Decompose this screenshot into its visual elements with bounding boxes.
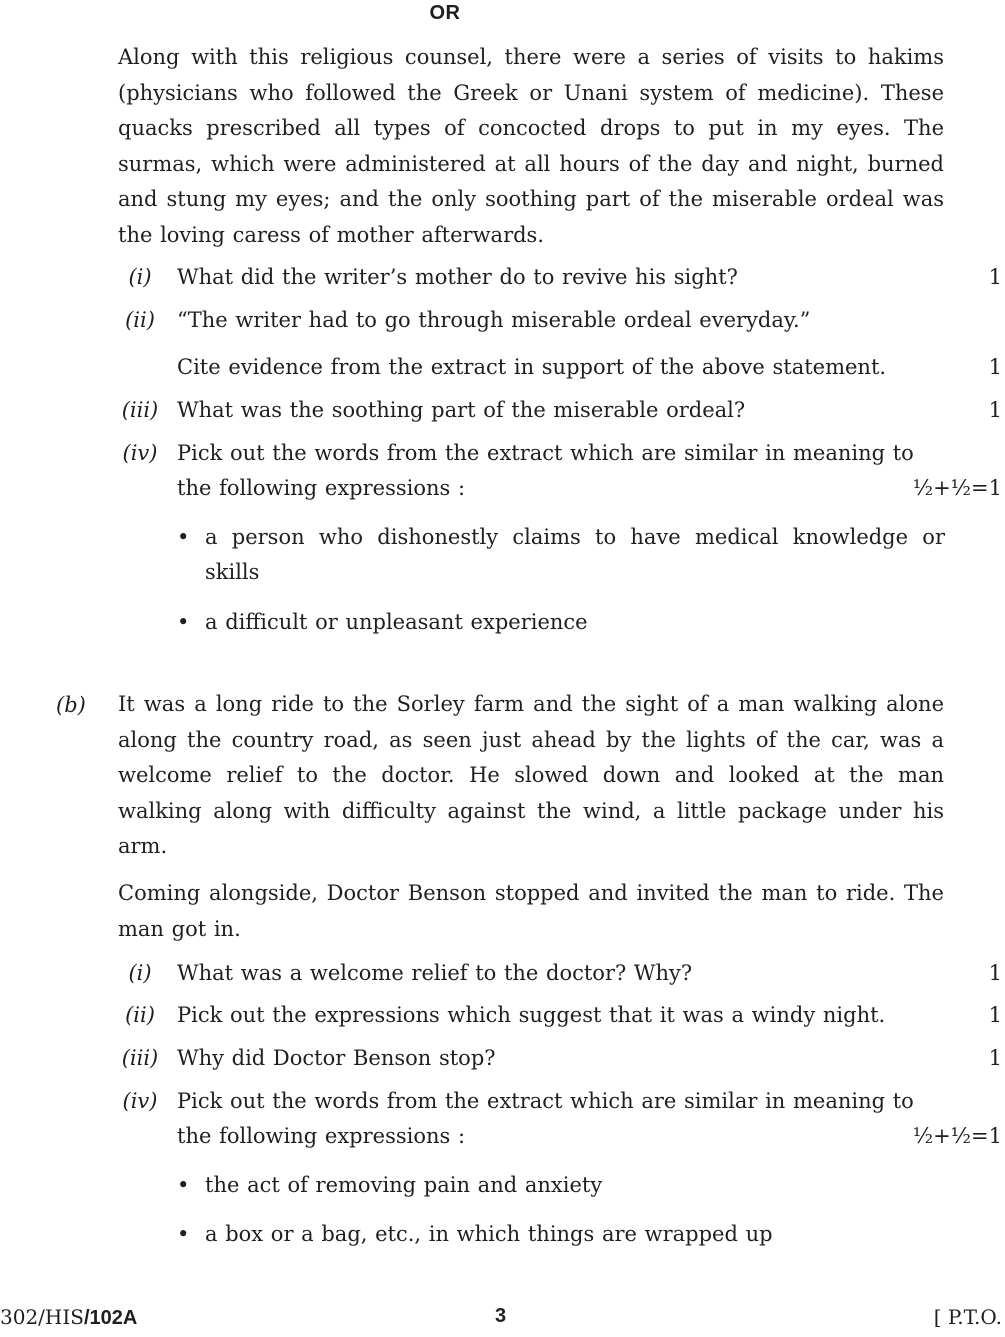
bullet-item	[177, 605, 945, 640]
question-marks: ½+½=1	[912, 476, 1002, 500]
question-text: Pick out the expressions which suggest that it was a windy night.	[177, 1003, 886, 1027]
question-a-ii	[0, 302, 1005, 338]
question-marks: 1	[988, 355, 1002, 379]
question-marks: 1	[988, 1003, 1002, 1027]
question-number: (i)	[128, 265, 152, 289]
page-footer	[0, 1305, 1005, 1337]
question-b-iii	[0, 1040, 1005, 1076]
question-marks: 1	[988, 1046, 1002, 1070]
bullet-text: a difficult or unpleasant experience	[205, 610, 588, 634]
question-marks: ½+½=1	[912, 1124, 1002, 1148]
question-a-iv-sub	[0, 470, 1005, 506]
question-a-i	[0, 259, 1005, 295]
bullet-text: a box or a bag, etc., in which things are wrapped up	[205, 1222, 773, 1246]
bullet-item	[177, 520, 945, 590]
passage-b-paragraph-2: Coming alongside, Doctor Benson stopped and invited the man to ride. The man got in.	[118, 881, 944, 941]
question-marks: 1	[988, 961, 1002, 985]
question-text: Pick out the words from the extract which are similar in meaning to	[177, 1089, 914, 1113]
bullet-item	[177, 1168, 945, 1203]
question-number: (ii)	[125, 308, 155, 332]
question-b-iv	[0, 1083, 1005, 1119]
page-number: 3	[495, 1305, 507, 1327]
question-text: Why did Doctor Benson stop?	[177, 1046, 496, 1070]
question-number: (iii)	[121, 1046, 159, 1070]
question-number: (iv)	[122, 441, 158, 465]
pto-label: [ P.T.O.	[933, 1305, 1002, 1329]
bullet-icon: •	[177, 1173, 190, 1197]
bullet-text: a person who dishonestly claims to have medical knowledge or skills	[205, 525, 945, 584]
bullet-icon: •	[177, 610, 190, 634]
question-a-iv	[0, 435, 1005, 471]
question-number: (i)	[128, 961, 152, 985]
question-text: “The writer had to go through miserable ordeal everyday.”	[177, 308, 811, 332]
passage-b-paragraph-1: It was a long ride to the Sorley farm and the sight of a man walking alone along the country road, as seen just ahead by the lights of the car, was a welcome relief to the doctor. He slowed down and looked at the man walking along with difficulty against the wind, a little package under his arm.	[118, 692, 944, 858]
question-number: (iv)	[122, 1089, 158, 1113]
bullet-text: the act of removing pain and anxiety	[205, 1173, 603, 1197]
question-subtext: the following expressions :	[177, 1124, 466, 1148]
question-subtext: the following expressions :	[177, 476, 466, 500]
question-b-i	[0, 955, 1005, 991]
question-marks: 1	[988, 398, 1002, 422]
passage-a: Along with this religious counsel, there were a series of visits to hakims (physicians who followed the Greek or Unani system of medicine). These quacks prescribed all types of concocted drops to put in my eyes. The surmas, which were administered at all hours of the day and night, burned and stung my eyes; and the only soothing part of the miserable ordeal was the loving caress of mother afterwards.	[118, 45, 944, 247]
question-number: (iii)	[121, 398, 159, 422]
question-text: What did the writer’s mother do to revive his sight?	[177, 265, 738, 289]
question-text: What was a welcome relief to the doctor? Why?	[177, 961, 693, 985]
question-a-ii-sub	[0, 349, 1005, 385]
or-heading: OR	[429, 2, 461, 24]
paper-code-suffix: /102A	[83, 1307, 138, 1329]
question-b-iv-sub	[0, 1118, 1005, 1154]
bullet-item	[177, 1217, 945, 1252]
paper-code	[0, 1305, 137, 1330]
question-marks: 1	[988, 265, 1002, 289]
paper-code-prefix: 302/HIS	[0, 1305, 84, 1329]
question-b-ii	[0, 997, 1005, 1033]
question-a-iii	[0, 392, 1005, 428]
section-b-label: (b)	[56, 693, 86, 717]
bullet-icon: •	[177, 525, 190, 549]
question-text: Pick out the words from the extract which are similar in meaning to	[177, 441, 914, 465]
question-number: (ii)	[125, 1003, 155, 1027]
question-subtext: Cite evidence from the extract in support of the above statement.	[177, 355, 887, 379]
question-text: What was the soothing part of the miserable ordeal?	[177, 398, 746, 422]
bullet-icon: •	[177, 1222, 190, 1246]
